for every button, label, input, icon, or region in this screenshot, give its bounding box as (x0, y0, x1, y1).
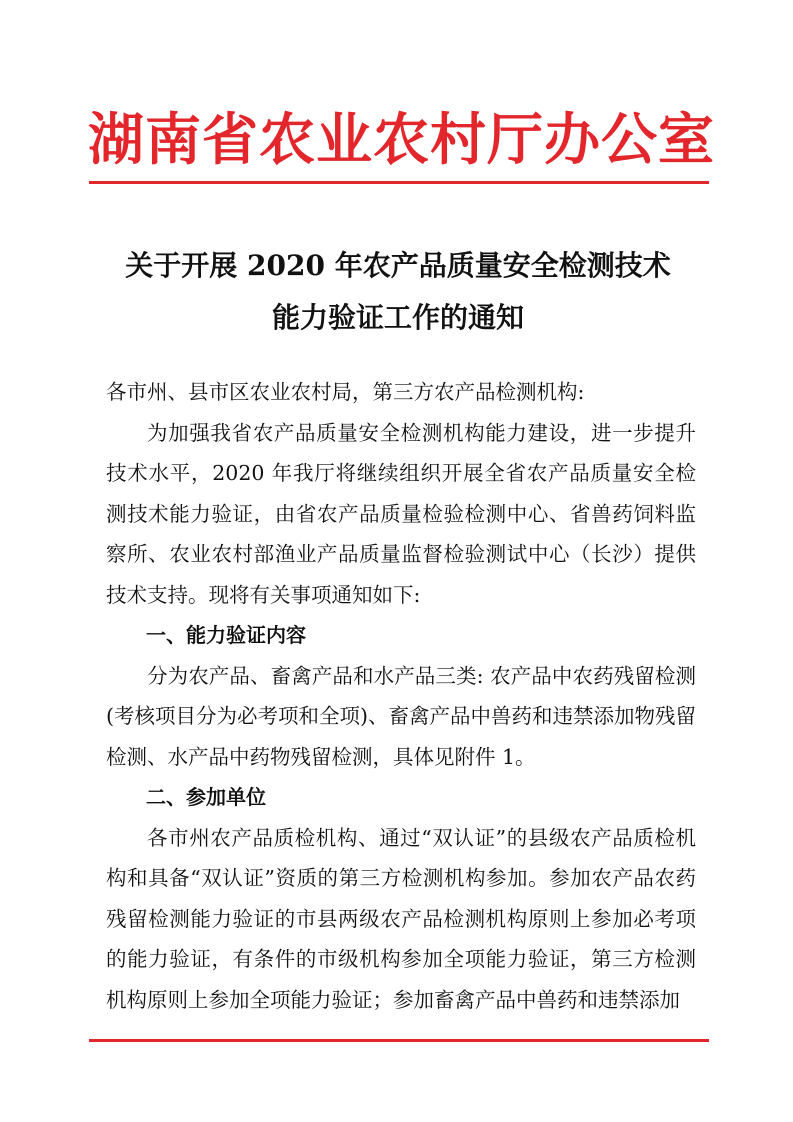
notice-title-line-2: 能力验证工作的通知 (271, 301, 524, 334)
section-1-heading: 一、能力验证内容 (146, 623, 306, 647)
section-1-paragraph: 分为农产品、畜禽产品和水产品三类: 农产品中农药残留检测(考核项目分为必考项和全项)、畜禽产品中兽药和违禁添加物残留检测、水产品中药物残留检测，具体见附件 1。 (106, 663, 696, 769)
notice-body (106, 372, 696, 1020)
header-red-rule (89, 181, 709, 184)
footer-red-rule (89, 1039, 709, 1042)
section-2-paragraph: 各市州农产品质检机构、通过“双认证”的县级农产品质检机构和具备“双认证”资质的第三方检测机构参加。参加农产品农药残留检测能力验证的市县两级农产品检测机构原则上参加必考项的能力验证，有条件的市级机构参加全项能力验证，第三方检测机构原则上参加全项能力验证；参加畜禽产品中兽药和违禁添加 (106, 825, 696, 1012)
notice-title-line-1: 关于开展 2020 年农产品质量安全检测技术 (125, 249, 671, 282)
section-2-heading: 二、参加单位 (146, 785, 266, 809)
issuing-office-title: 湖南省农业农村厅办公室 (88, 107, 715, 173)
notice-title (80, 240, 716, 344)
intro-paragraph: 为加强我省农产品质量安全检测机构能力建设，进一步提升技术水平，2020 年我厅将继续组织开展全省农产品质量安全检测技术能力验证，由省农产品质量检验检测中心、省兽药饲料监察所、农业农村部渔业产品质量监督检验测试中心（长沙）提供技术支持。现将有关事项通知如下: (106, 420, 696, 607)
salutation: 各市州、县市区农业农村局，第三方农产品检测机构: (106, 380, 585, 404)
